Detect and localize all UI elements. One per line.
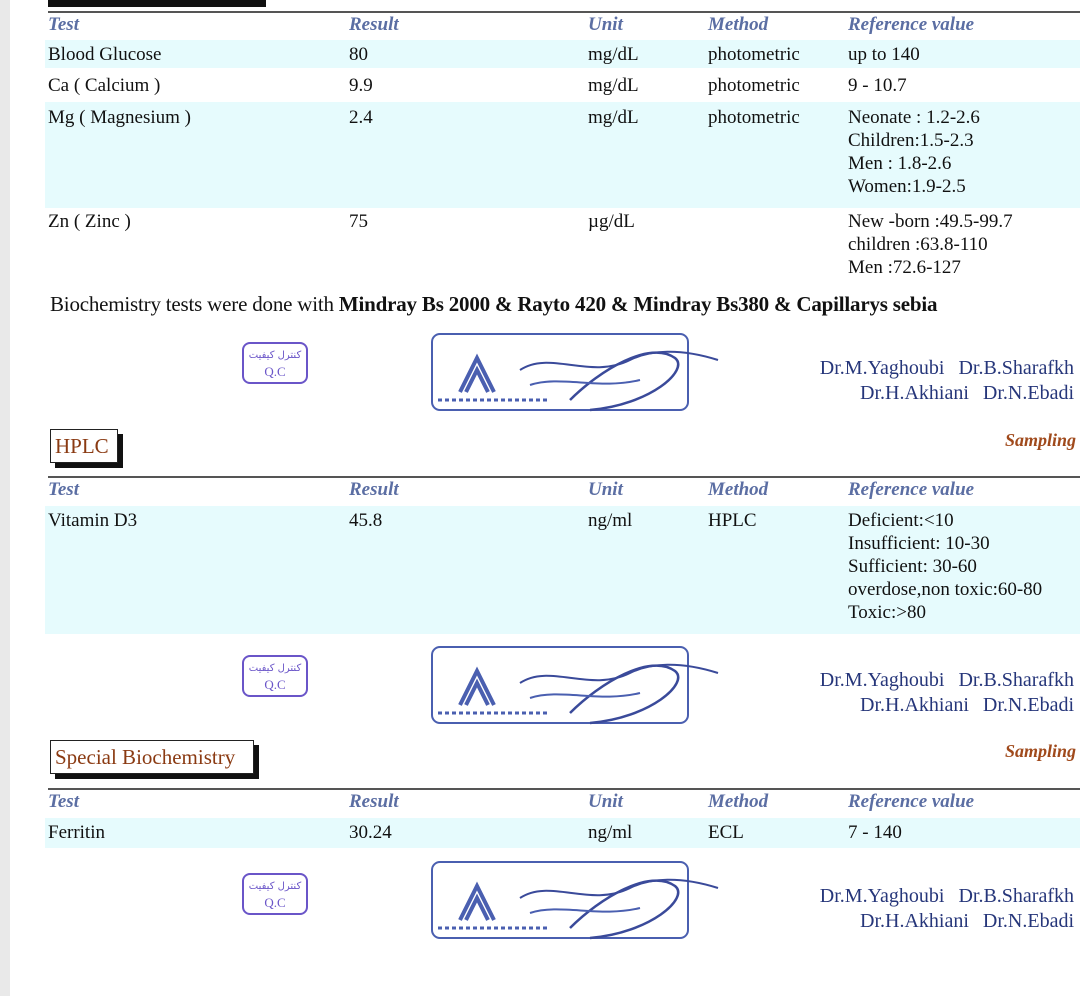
header-test: Test [48, 479, 79, 500]
test-result: 2.4 [349, 107, 373, 128]
test-name: Ca ( Calcium ) [48, 75, 161, 96]
header-unit: Unit [588, 14, 623, 35]
lab-seal-stamp [430, 643, 720, 731]
sampling-label: Sampling [1004, 741, 1076, 761]
section-tab-shadow [48, 0, 266, 7]
header-reference: Reference value [848, 14, 975, 35]
doctors-signature: Dr.M.Yaghoubi Dr.B.Sharafkh Dr.H.Akhiani Dr.N.Ebadi [819, 885, 1074, 932]
header-result: Result [349, 14, 399, 35]
test-result: 45.8 [349, 510, 383, 531]
test-method: photometric [708, 75, 800, 96]
test-reference: Neonate : 1.2-2.6 Children:1.5-2.3 Men : 1.8-2.6 Women:1.9-2.5 [848, 107, 980, 197]
test-unit: µg/dL [588, 211, 635, 232]
test-unit: ng/ml [588, 510, 633, 531]
svg-text:Q.C: Q.C [264, 895, 286, 910]
test-name: Zn ( Zinc ) [48, 211, 131, 232]
test-unit: mg/dL [588, 44, 639, 65]
table-rule [48, 11, 1080, 13]
test-unit: mg/dL [588, 107, 639, 128]
test-method: photometric [708, 44, 800, 65]
test-reference: 7 - 140 [848, 822, 902, 843]
test-method: ECL [708, 822, 744, 843]
qc-stamp [241, 872, 309, 916]
page-edge [0, 0, 10, 996]
doctors-signature: Dr.M.Yaghoubi Dr.B.Sharafkh Dr.H.Akhiani Dr.N.Ebadi [819, 669, 1074, 716]
test-method: photometric [708, 107, 800, 128]
instrument-note: Biochemistry tests were done with Mindray Bs 2000 & Rayto 420 & Mindray Bs380 & Capillarys sebia [50, 292, 938, 316]
test-name: Mg ( Magnesium ) [48, 107, 192, 128]
test-result: 9.9 [349, 75, 373, 96]
test-reference: New -born :49.5-99.7 children :63.8-110 Men :72.6-127 [848, 211, 1013, 278]
table-row-bg [45, 40, 1080, 68]
sampling-label: Sampling [1004, 430, 1076, 450]
svg-text:کنترل کیفیت: کنترل کیفیت [248, 663, 302, 674]
lab-seal-stamp [430, 330, 720, 418]
header-method: Method [708, 479, 769, 500]
doctors-signature: Dr.M.Yaghoubi Dr.B.Sharafkh Dr.H.Akhiani Dr.N.Ebadi [819, 357, 1074, 404]
test-name: Ferritin [48, 822, 105, 843]
test-name: Vitamin D3 [48, 510, 138, 531]
test-name: Blood Glucose [48, 44, 162, 65]
section-title-hplc: HPLC [50, 429, 118, 463]
header-unit: Unit [588, 791, 623, 812]
svg-text:کنترل کیفیت: کنترل کیفیت [248, 881, 302, 892]
qc-stamp [241, 654, 309, 698]
header-result: Result [349, 479, 399, 500]
table-rule [48, 788, 1080, 790]
qc-stamp [241, 341, 309, 385]
test-result: 75 [349, 211, 368, 232]
header-test: Test [48, 791, 79, 812]
test-reference: 9 - 10.7 [848, 75, 907, 96]
test-result: 30.24 [349, 822, 392, 843]
test-result: 80 [349, 44, 368, 65]
svg-text:Q.C: Q.C [264, 364, 286, 379]
header-method: Method [708, 14, 769, 35]
header-reference: Reference value [848, 791, 975, 812]
header-method: Method [708, 791, 769, 812]
svg-text:Q.C: Q.C [264, 677, 286, 692]
svg-text:کنترل کیفیت: کنترل کیفیت [248, 350, 302, 361]
test-method: HPLC [708, 510, 757, 531]
table-rule [48, 476, 1080, 478]
header-unit: Unit [588, 479, 623, 500]
test-unit: ng/ml [588, 822, 633, 843]
table-row-bg [45, 818, 1080, 848]
test-unit: mg/dL [588, 75, 639, 96]
header-test: Test [48, 14, 79, 35]
test-reference: Deficient:<10 Insufficient: 10-30 Sufficient: 30-60 overdose,non toxic:60-80 Toxic:>80 [848, 510, 1043, 623]
header-reference: Reference value [848, 479, 975, 500]
test-reference: up to 140 [848, 44, 920, 65]
header-result: Result [349, 791, 399, 812]
section-title-special-biochemistry: Special Biochemistry [50, 740, 254, 774]
lab-seal-stamp [430, 858, 720, 946]
